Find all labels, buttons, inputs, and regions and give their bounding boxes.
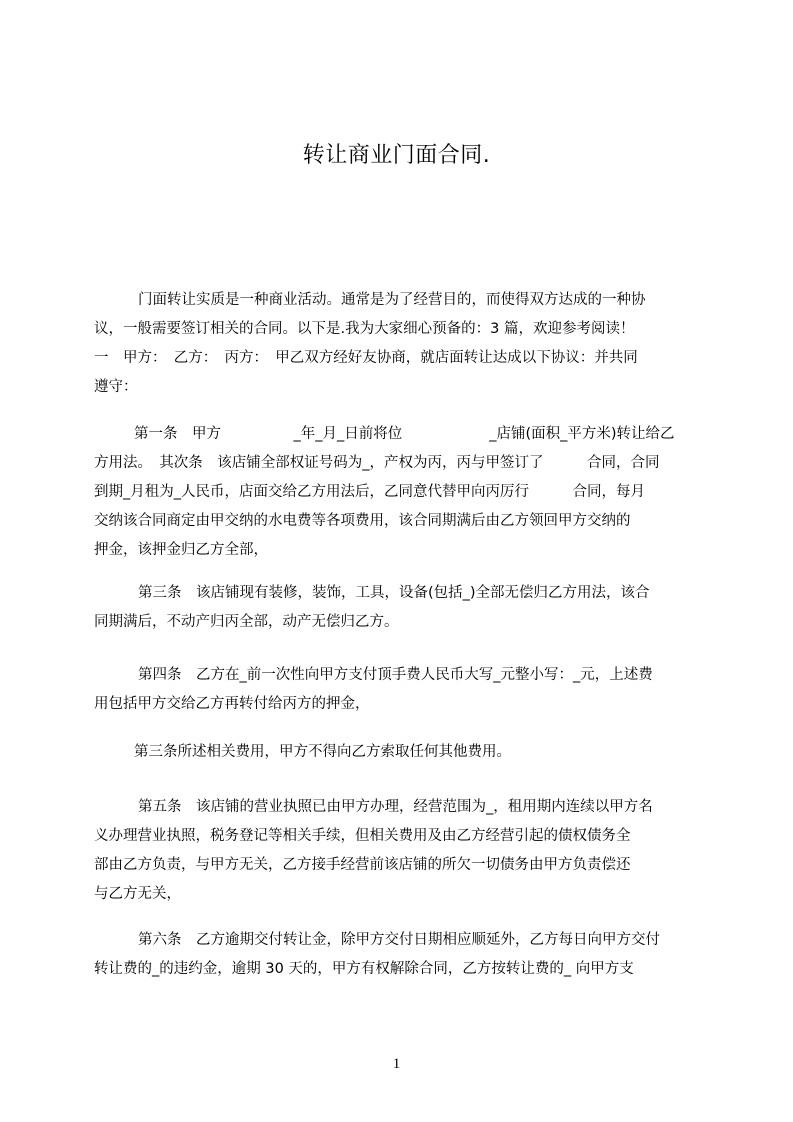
article-4-paragraph	[94, 661, 702, 719]
paragraph-line: 第一条 甲方 _年_月_日前将位 _店铺(面积_平方米)转让给乙	[134, 426, 675, 442]
document-title: 转让商业门面合同.	[302, 143, 491, 168]
paragraph-line: 用包括甲方交给乙方再转付给丙方的押金，	[94, 696, 370, 712]
paragraph-line: 第六条 乙方逾期交付转让金，除甲方交付日期相应顺延外，乙方每日向甲方交付	[138, 932, 660, 948]
paragraph-line: 押金，该押金归乙方全部，	[94, 542, 268, 558]
paragraph-line: 第三条所述相关费用，甲方不得向乙方索取任何其他费用。	[134, 744, 511, 760]
paragraph-line: 第五条 该店铺的营业执照已由甲方办理，经营范围为_，租用期内连续以甲方名	[138, 799, 653, 815]
article-6-paragraph	[94, 926, 702, 984]
paragraph-line: 门面转让实质是一种商业活动。通常是为了经营目的，而使得双方达成的一种协	[138, 292, 646, 308]
paragraph-line: 部由乙方负责，与甲方无关，乙方接手经营前该店铺的所欠一切债务由甲方负责偿还	[94, 857, 631, 873]
intro-paragraph	[94, 286, 702, 402]
paragraph-line: 方用法。 其次条 该店铺全部权证号码为_，产权为丙，丙与甲签订了 合同，合同	[94, 455, 660, 471]
paragraph-line: 与乙方无关，	[94, 886, 181, 902]
paragraph-line: 第四条 乙方在_前一次性向甲方支付顶手费人民币大写_元整小写：_元，上述费	[138, 667, 653, 683]
paragraph-line: 到期_月租为_人民币，店面交给乙方用法后，乙同意代替甲向丙厉行 合同，每月	[94, 484, 645, 500]
paragraph-line: 交纳该合同商定由甲交纳的水电费等各项费用，该合同期满后由乙方领回甲方交纳的	[94, 513, 631, 529]
article-1-paragraph	[94, 420, 702, 565]
paragraph-line: 义办理营业执照，税务登记等相关手续，但相关费用及由乙方经营引起的债权债务全	[94, 828, 631, 844]
article-3b-paragraph	[94, 738, 702, 767]
article-3-paragraph	[94, 579, 702, 637]
paragraph-line: 一 甲方： 乙方： 丙方： 甲乙双方经好友协商，就店面转让达成以下协议：并共同	[94, 350, 638, 366]
paragraph-line: 转让费的_的违约金，逾期 30 天的，甲方有权解除合同，乙方按转让费的_ 向甲方支	[94, 961, 634, 977]
page-number: 1	[392, 1056, 401, 1072]
paragraph-line: 第三条 该店铺现有装修，装饰，工具，设备(包括_)全部无偿归乙方用法，该合	[138, 585, 650, 601]
paragraph-line: 同期满后，不动产归丙全部，动产无偿归乙方。	[94, 614, 399, 630]
paragraph-line: 议，一般需要签订相关的合同。以下是.我为大家细心预备的：3 篇，欢迎参考阅读！	[94, 321, 635, 337]
paragraph-line: 遵守：	[94, 379, 138, 395]
article-5-paragraph	[94, 793, 702, 909]
